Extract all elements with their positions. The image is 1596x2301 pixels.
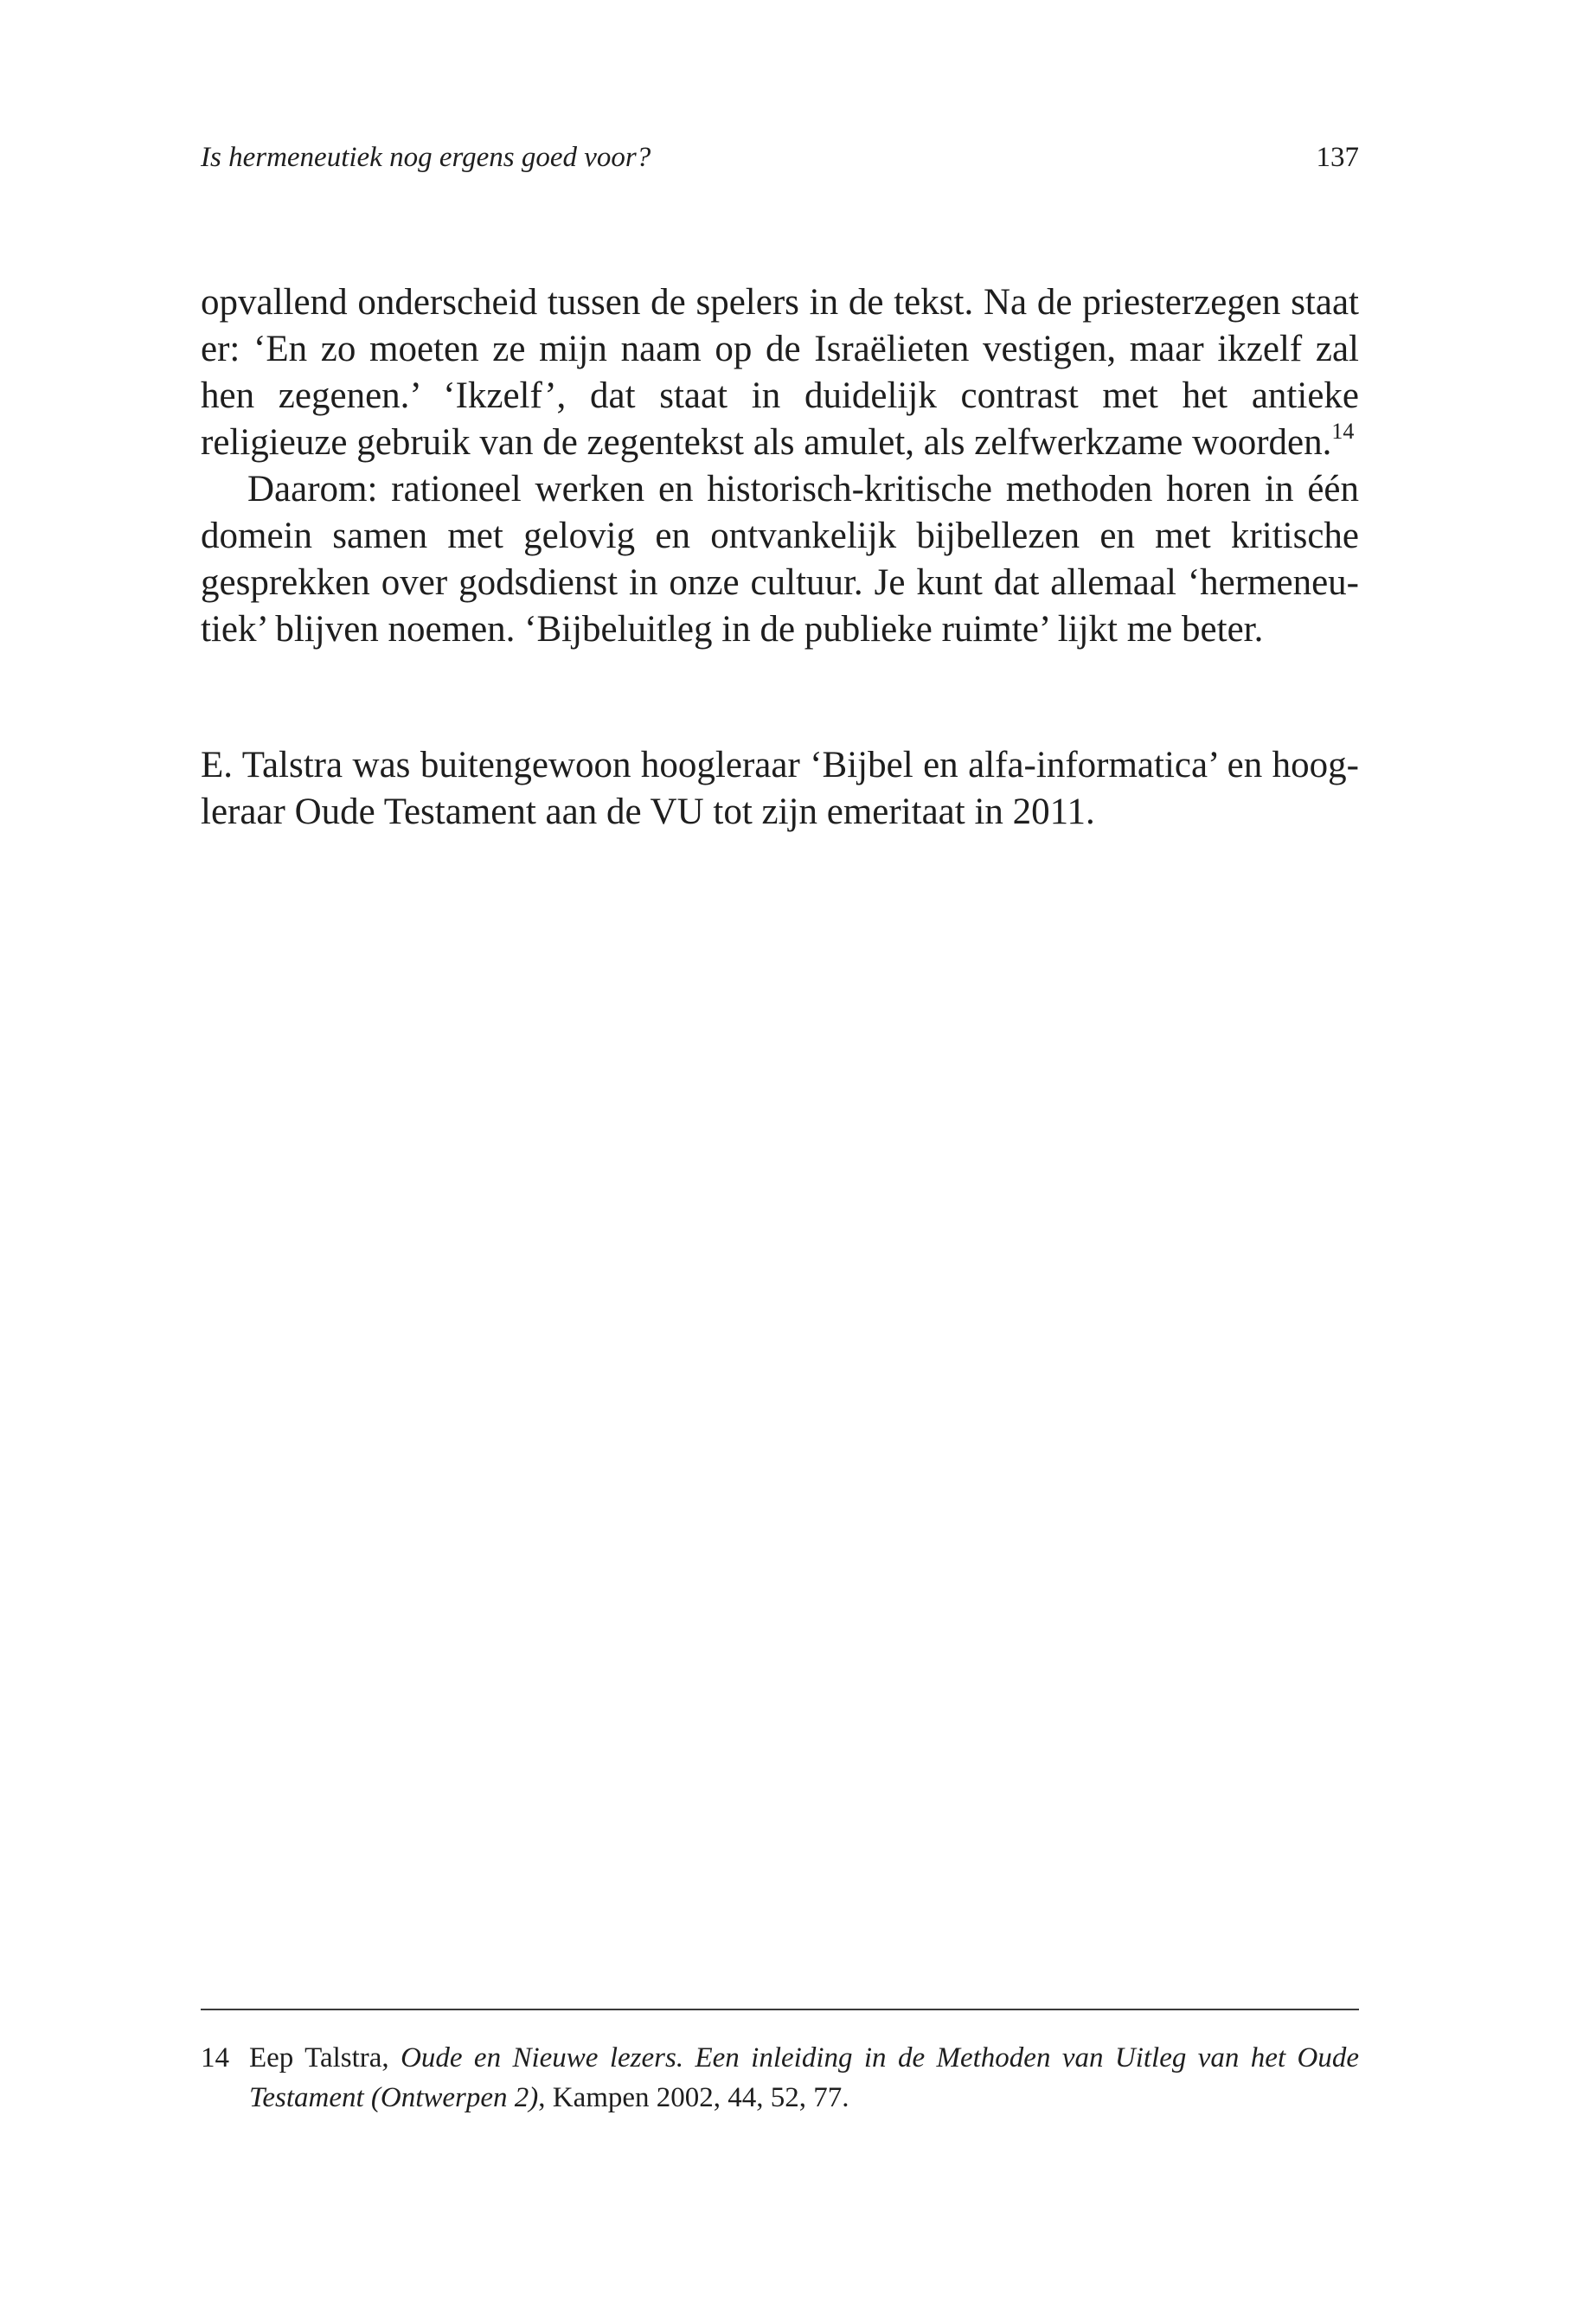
paragraph — [201, 466, 1359, 653]
paragraph — [201, 279, 1359, 466]
page-number: 137 — [1316, 142, 1359, 173]
author-bio — [201, 742, 1359, 836]
footnote-reference[interactable]: 14 — [1331, 419, 1355, 444]
author-bio-text: E. Talstra was buitengewoon hoogleraar ‘Bijbel en alfa-informatica’ en hoog-leraar Oude Testament aan de VU tot zijn emeritaat in 2011. — [201, 745, 1359, 832]
footnote — [201, 2038, 1359, 2118]
footnote-divider — [201, 2009, 1359, 2010]
running-title: Is hermeneutiek nog ergens goed voor? — [201, 142, 651, 173]
paragraph-text: opvallend onderscheid tussen de spelers in de tekst. Na de priesterzegen staat er: ‘En zo moeten ze mijn naam op de Israëlieten vestigen, maar ikzelf zal hen zegenen.’ ‘Ikzelf’, dat staat in duidelijk contrast met het antieke religieuze gebruik van de zegentekst als amulet, als zelfwerkzame woorden. — [201, 282, 1359, 463]
footnote-author: Eep Talstra, — [249, 2042, 401, 2073]
footnote-text — [249, 2038, 1359, 2118]
footnote-book-title: Oude en Nieuwe lezers. Een inleiding in de Methoden van Uitleg van het Oude Testament (Ontwerpen 2) — [249, 2042, 1359, 2113]
paragraph-text: Daarom: rationeel werken en historisch-kritische methoden horen in één domein samen met gelovig en ontvankelijk bijbellezen en met kritische gesprekken over godsdienst in onze cultuur. Je kunt dat allemaal ‘hermeneu-tiek’ blijven noemen. ‘Bijbeluitleg in de publieke ruimte’ lijkt me beter. — [201, 469, 1359, 650]
main-text — [201, 279, 1359, 653]
running-head — [201, 138, 1359, 176]
footnote-number: 14 — [201, 2042, 229, 2073]
footnote-publication: , Kampen 2002, 44, 52, 77. — [538, 2082, 849, 2113]
